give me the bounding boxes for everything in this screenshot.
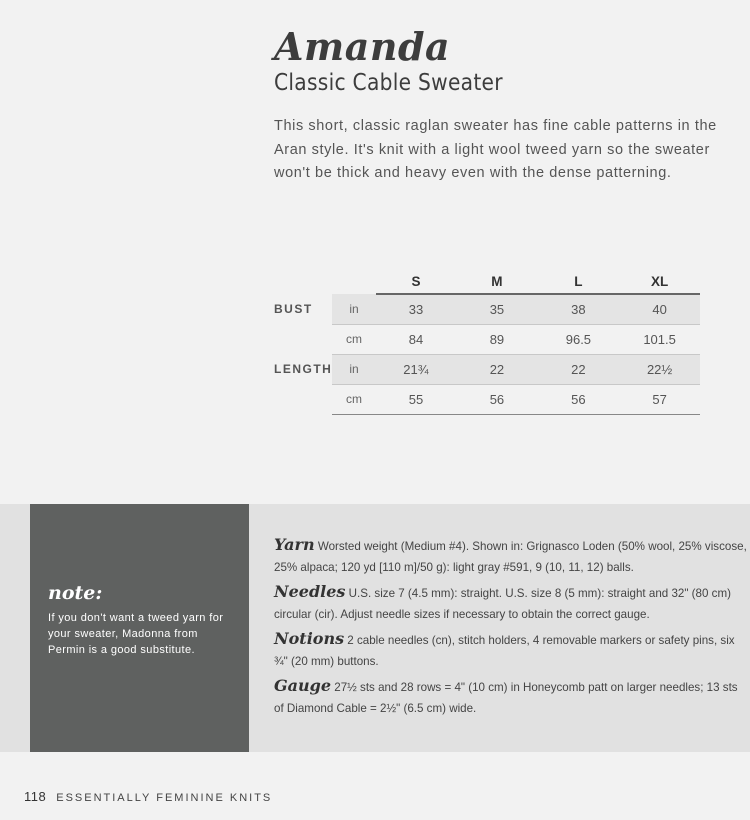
table-cell: 22 [456,354,537,384]
spec-text: 2 cable needles (cn), stitch holders, 4 removable markers or safety pins, six ¾" (20 mm) buttons. [274,634,735,668]
table-cell: 21¾ [376,354,457,384]
table-cell: 89 [456,324,537,354]
size-header-s: S [376,270,457,294]
measure-label: LENGTH [270,354,332,384]
measure-label [270,324,332,354]
table-cell: 22½ [619,354,700,384]
size-header-row [270,270,700,294]
unit-label: in [332,294,375,324]
table-cell: 35 [456,294,537,324]
book-title: ESSENTIALLY FEMININE KNITS [56,792,273,804]
spec-text: Worsted weight (Medium #4). Shown in: Grignasco Loden (50% wool, 25% viscose, 25% alpaca; 120 yd [110 m]/50 g): light gray #591, 9 (10, 11, 12) balls. [274,540,747,574]
spec-label: Notions [274,629,345,648]
table-cell: 96.5 [538,324,620,354]
table-row [270,384,700,414]
unit-label: cm [332,324,375,354]
size-header-xl: XL [619,270,700,294]
size-header-l: L [538,270,620,294]
table-cell: 40 [619,294,700,324]
spec-label: Yarn [274,535,315,554]
spec-needles [274,581,748,625]
pattern-title: Amanda [274,24,451,69]
spec-notions [274,628,748,672]
size-header-m: M [456,270,537,294]
unit-label: in [332,354,375,384]
pattern-subtitle: Classic Cable Sweater [274,70,503,96]
table-cell: 33 [376,294,457,324]
unit-label: cm [332,384,375,414]
materials-specs [274,534,748,722]
spec-text: 27½ sts and 28 rows = 4" (10 cm) in Honeycomb patt on larger needles; 13 sts of Diamond Cable = 2½" (6.5 cm) wide. [274,681,738,715]
table-cell: 56 [538,384,620,414]
spec-yarn [274,534,748,578]
table-cell: 101.5 [619,324,700,354]
page-footer [24,789,272,804]
table-row [270,294,700,324]
page-number: 118 [24,789,47,804]
table-row [270,354,700,384]
note-title: note: [48,582,103,604]
note-text: If you don't want a tweed yarn for your sweater, Madonna from Permin is a good substitute. [48,612,224,656]
table-cell: 38 [538,294,620,324]
spec-label: Gauge [274,676,332,695]
table-row [270,324,700,354]
spec-gauge [274,675,748,719]
note-box [30,504,249,752]
measure-label [270,384,332,414]
table-cell: 55 [376,384,457,414]
table-cell: 84 [376,324,457,354]
intro-paragraph: This short, classic raglan sweater has fine cable patterns in the Aran style. It's knit with a light wool tweed yarn so the sweater won't be thick and heavy even with the dense patterning. [274,118,717,181]
size-table [270,270,700,415]
table-cell: 57 [619,384,700,414]
table-cell: 56 [456,384,537,414]
spec-label: Needles [274,582,346,601]
spec-text: U.S. size 7 (4.5 mm): straight. U.S. size 8 (5 mm): straight and 32" (80 cm) circular (cir). Adjust needle sizes if necessary to obtain the correct gauge. [274,587,731,621]
table-cell: 22 [538,354,620,384]
measure-label: BUST [270,294,332,324]
